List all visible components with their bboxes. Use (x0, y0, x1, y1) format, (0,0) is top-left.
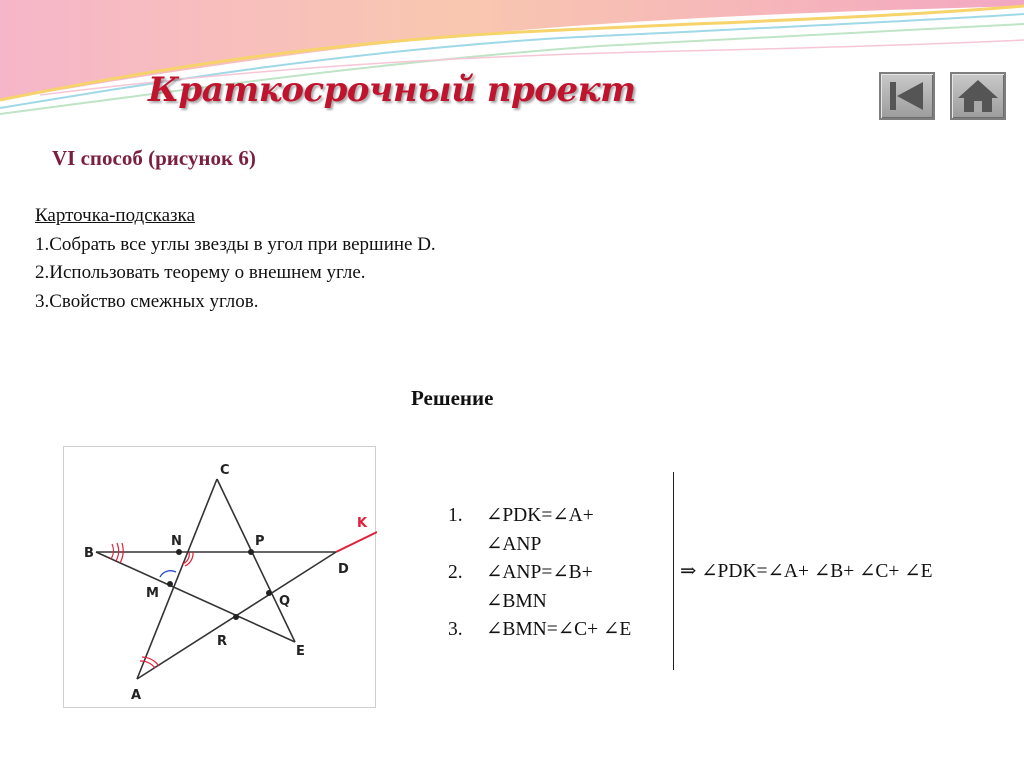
hint-item: 3.Свойство смежных углов. (35, 290, 259, 312)
solution-step (448, 559, 631, 616)
label-C: C (220, 463, 230, 478)
label-P: P (255, 534, 265, 549)
solution-step (448, 502, 631, 559)
back-button[interactable] (879, 72, 935, 120)
step-line: ∠ANP (486, 533, 542, 555)
label-E: E (296, 644, 305, 659)
label-D: D (338, 562, 349, 577)
decorative-banner (0, 0, 1024, 135)
solution-conclusion: ⇒ ∠PDK=∠A+ ∠B+ ∠C+ ∠E (680, 561, 933, 582)
label-R: R (217, 634, 228, 649)
step-line: ∠PDK=∠A+ (486, 505, 594, 526)
page-title: Краткосрочный проект (148, 70, 636, 110)
point-N (176, 549, 182, 555)
step-number: 2. (448, 562, 463, 583)
step-line: ∠BMN=∠C+ ∠E (486, 619, 632, 640)
step-line: ∠ANP=∠B+ (486, 562, 593, 583)
segment-A-C (137, 479, 217, 679)
home-button[interactable] (950, 72, 1006, 120)
label-Q: Q (279, 594, 291, 609)
point-M (167, 581, 173, 587)
home-icon (952, 74, 1004, 118)
solution-heading: Решение (411, 386, 494, 410)
label-B: B (84, 546, 94, 561)
divider (673, 472, 674, 670)
step-number: 3. (448, 619, 463, 640)
solution-step (448, 616, 631, 645)
hint-item: 1.Собрать все углы звезды в угол при вершине D. (35, 233, 436, 255)
hint-card (35, 202, 436, 316)
label-M: M (146, 586, 159, 601)
point-P (248, 549, 254, 555)
label-N: N (171, 534, 182, 549)
step-number: 1. (448, 505, 463, 526)
point-Q (266, 590, 272, 596)
step-line: ∠BMN (486, 590, 547, 612)
skip-back-icon (881, 74, 933, 118)
ray-D-K (336, 532, 377, 552)
hint-item: 2.Использовать теорему о внешнем угле. (35, 262, 366, 283)
point-R (233, 614, 239, 620)
star-figure (63, 446, 376, 708)
solution-steps (448, 502, 631, 645)
hint-card-heading: Карточка-подсказка (35, 205, 195, 226)
label-A: A (131, 688, 142, 703)
method-subtitle: VI способ (рисунок 6) (52, 146, 256, 170)
label-K: K (357, 516, 368, 531)
segment-C-E (217, 479, 295, 642)
